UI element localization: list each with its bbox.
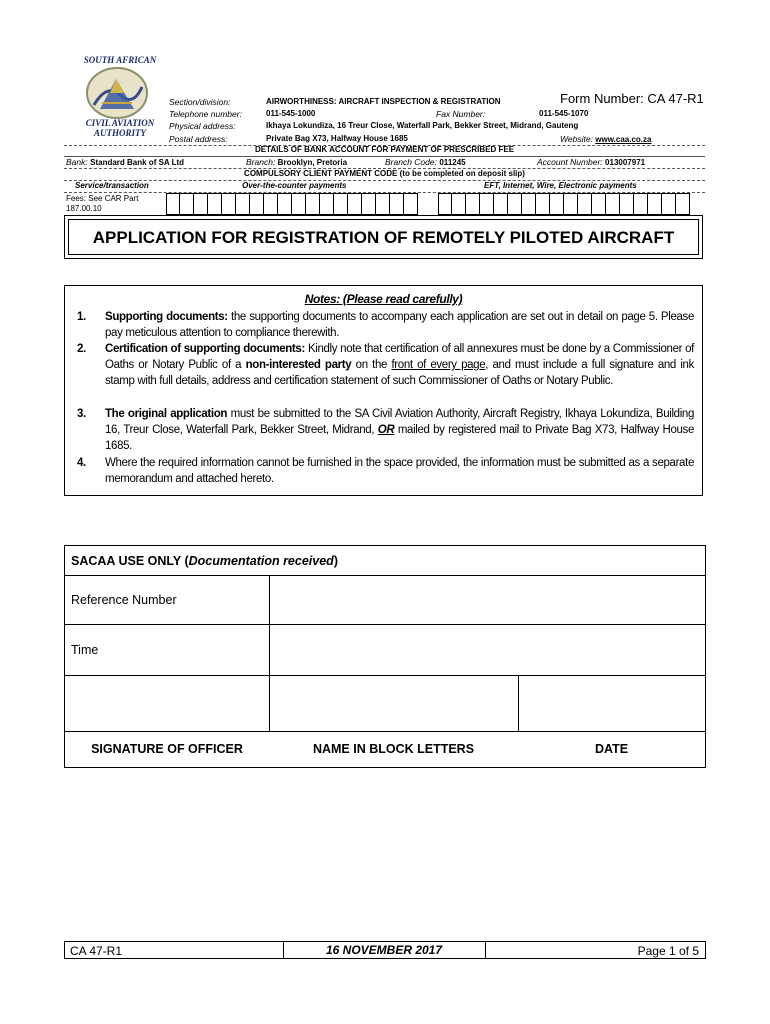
bank-name [66,157,184,168]
bank-value: Standard Bank of SA Ltd [90,158,185,167]
logo-emblem-icon [72,65,168,121]
note-item-2 [105,341,694,389]
note-number: 2. [77,343,86,355]
logo-top-text: SOUTH AFRICAN [83,55,157,65]
name-field[interactable] [270,676,518,731]
note-item-1 [105,309,694,341]
note-bold-text: The original application [105,408,228,420]
postal-label: Postal address: [169,134,228,144]
name-label: NAME IN BLOCK LETTERS [312,742,475,756]
service-label: Service/transaction [75,181,149,190]
account-value: 013007971 [605,158,646,167]
date-label: DATE [594,742,629,756]
payment-code-title: COMPULSORY CLIENT PAYMENT CODE (to be completed on deposit slip) [244,169,525,178]
section-value: AIRWORTHINESS: AIRCRAFT INSPECTION & REGISTRATION [266,97,501,106]
note-text: Kindly note that certification of all annexures must be done by a Commissioner of Oaths or Notary Public of a [105,343,694,371]
note-text: mailed by registered mail to Private Bag X73, Halfway House 1685. [105,424,695,452]
sacaa-heading [71,554,338,568]
note-item-4 [105,455,694,487]
reference-number-field[interactable] [270,576,705,624]
signature-label: SIGNATURE OF OFFICER [91,742,243,756]
telephone-value: 011-545-1000 [266,109,316,118]
sacaa-heading-italic: Documentation received [188,554,334,568]
account-number [537,157,645,168]
note-text: Where the required information cannot be furnished in the space provided, the information must be submitted as a separate memorandum and attached hereto. [105,457,694,485]
footer-page-number: Page 1 of 5 [637,944,699,958]
bank-label: Bank: [66,157,88,167]
physical-label: Physical address: [169,121,236,131]
reference-number-label: Reference Number [71,593,177,607]
note-text: must be submitted to the SA Civil Aviation Authority, Aircraft Registry, Ikhaya Lokundiza, Building 16, Treur Close, Waterfall Park, Bekker Street, Midrand, [105,408,694,436]
eft-label: EFT, Internet, Wire, Electronic payments [484,181,637,190]
sacaa-heading-end: ) [333,554,338,568]
note-bold-text: non-interested party [245,359,352,371]
notes-box [64,285,703,496]
note-number: 1. [77,311,86,323]
branch-code-value: 011245 [439,158,466,167]
page-title: APPLICATION FOR REGISTRATION OF REMOTELY PILOTED AIRCRAFT [92,228,675,247]
title-box [64,215,703,259]
physical-value: Ikhaya Lokundiza, 16 Treur Close, Waterfall Park, Bekker Street, Midrand, Gauteng [266,121,579,130]
signature-field[interactable] [66,676,269,731]
branch-code-label: Branch Code: [385,157,437,167]
form-number: Form Number: CA 47-R1 [560,91,704,106]
bank-details-title: DETAILS OF BANK ACCOUNT FOR PAYMENT OF PRESCRIBED FEE [254,145,515,154]
website-label: Website: [560,134,593,144]
otc-label: Over-the-counter payments [242,181,347,190]
fax-value: 011-545-1070 [539,109,589,118]
branch-label: Branch: [246,157,276,167]
date-field[interactable] [519,676,705,731]
fax-label: Fax Number: [436,109,486,119]
footer-form-code: CA 47-R1 [70,944,123,958]
branch [246,157,347,168]
section-label: Section/division: [169,97,231,107]
footer [64,941,706,959]
eft-payment-code-input[interactable] [438,193,690,215]
note-text: , and must include a full signature and ink stamp with full details, address and certification statement of such Commissioner of Oaths or Notary Public. [105,359,694,387]
time-field[interactable] [270,625,705,675]
time-label: Time [71,643,99,657]
otc-payment-code-input[interactable] [166,193,418,215]
fees-line-2: 187.00.10 [66,204,102,213]
telephone-label: Telephone number: [169,109,242,119]
logo-bottom-text-1: CIVIL AVIATION [85,118,155,128]
note-text: the supporting documents to accompany each application are set out in detail on page 5. Please pay meticulous attention to compliance therewith. [105,311,694,339]
note-number: 4. [77,457,86,469]
note-number: 3. [77,408,86,420]
note-bold-text: OR [377,424,395,436]
note-text: on the [351,359,392,371]
note-item-3 [105,406,694,454]
notes-heading: Notes: (Please read carefully) [304,292,463,306]
caa-logo [72,55,168,143]
note-underlined-text: front of every page [391,359,486,371]
postal-value: Private Bag X73, Halfway House 1685 [266,134,408,143]
branch-value: Brooklyn, Pretoria [277,158,348,167]
logo-bottom-text-2: AUTHORITY [93,128,146,138]
branch-code [385,157,466,168]
website-link[interactable]: www.caa.co.za [595,135,652,144]
sacaa-use-only-section [64,545,706,768]
sacaa-heading-text: SACAA USE ONLY ( [71,554,189,568]
footer-date: 16 NOVEMBER 2017 [325,943,443,957]
website [560,134,651,145]
note-bold-text: Certification of supporting documents: [105,343,305,355]
note-bold-text: Supporting documents: [105,311,228,323]
fees-line-1: Fees: See CAR Part [66,194,139,203]
account-label: Account Number: [537,157,603,167]
